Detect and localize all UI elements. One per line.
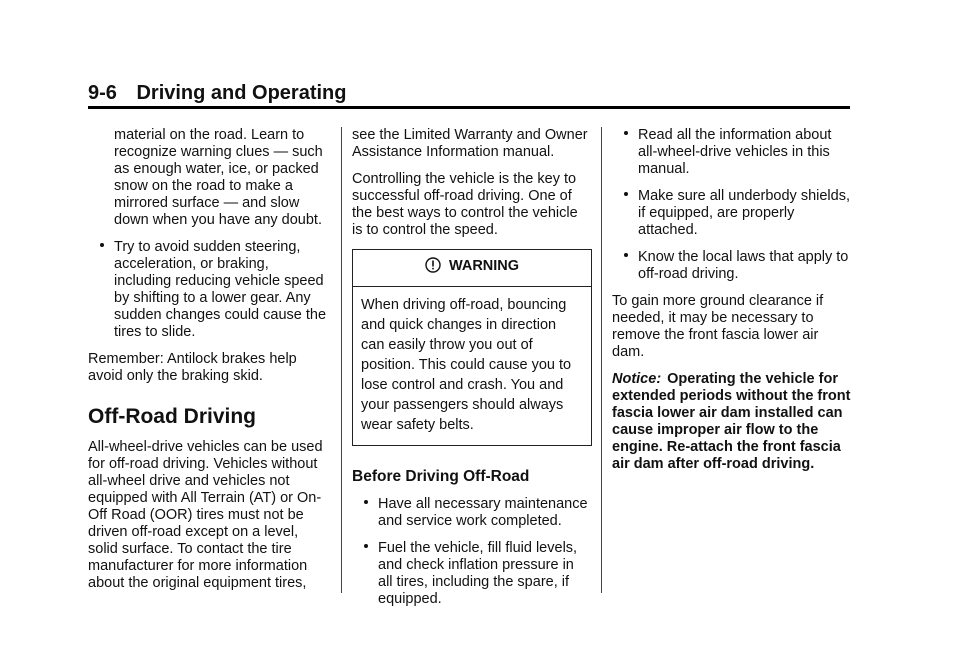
notice-label: Notice:: [612, 371, 662, 387]
warning-text: When driving off-road, bouncing and quick changes in direction can easily throw you out of position. This could cause you to lose control and crash. You and your passengers should always wear safety belts.: [361, 297, 572, 433]
warning-label: WARNING: [448, 258, 520, 274]
column-left: [88, 127, 328, 602]
list-item-text: Make sure all underbody shields, if equipped, are properly attached.: [638, 188, 850, 238]
bullet-icon: [624, 253, 628, 257]
paragraph: To gain more ground clearance if needed, it may be necessary to remove the front fascia lower air dam.: [612, 293, 824, 360]
paragraph: see the Limited Warranty and Owner Assistance Information manual.: [352, 127, 588, 160]
list-item: [88, 239, 328, 341]
list-item: [612, 188, 852, 239]
list-item-text: Try to avoid sudden steering, acceleration, or braking, including reducing vehicle speed by shifting to a lower gear. Any sudden changes could cause the tires to slide.: [114, 239, 327, 340]
column-divider: [601, 127, 602, 593]
list-item-text: Read all the information about all-wheel-drive vehicles in this manual.: [638, 127, 832, 177]
section-paragraph: All-wheel-drive vehicles can be used for off-road driving. Vehicles without all-wheel drive and vehicles not equipped with All Terrain (AT) or On-Off Road (OOR) tires must not be driven off-road except on a level, solid surface. To contact the tire manufacturer for more information about the original equipment tires,: [88, 439, 323, 591]
bullet-icon: [100, 243, 104, 247]
list-item-text: Have all necessary maintenance and service work completed.: [378, 496, 588, 529]
list-item: [352, 496, 592, 530]
notice-paragraph: [612, 371, 852, 473]
warning-box: [352, 249, 592, 446]
bullet-icon: [364, 544, 368, 548]
column-middle: [352, 127, 592, 618]
list-item: [612, 127, 852, 178]
continuation-paragraph: material on the road. Learn to recognize warning clues — such as enough water, ice, or packed snow on the road to make a mirrored surface — and slow down when you have any doubt.: [114, 127, 323, 228]
page-header: [88, 80, 850, 109]
column-right: [612, 127, 852, 483]
list-item-text: Know the local laws that apply to off-road driving.: [638, 249, 849, 282]
bullet-icon: [624, 131, 628, 135]
page-number: 9-6: [88, 82, 117, 104]
remember-paragraph: Remember: Antilock brakes help avoid only the braking skid.: [88, 351, 297, 384]
section-heading: Off-Road Driving: [88, 405, 256, 428]
paragraph: Controlling the vehicle is the key to successful off-road driving. One of the best ways to control the vehicle is to control the speed.: [352, 171, 578, 238]
bullet-icon: [364, 500, 368, 504]
list-item: [612, 249, 852, 283]
bullet-icon: [624, 192, 628, 196]
notice-text: Operating the vehicle for extended periods without the front fascia lower air dam installed can cause improper air flow to the engine. Re-attach the front fascia air dam after off-road driving.: [612, 371, 851, 472]
list-item-text: Fuel the vehicle, fill fluid levels, and check inflation pressure in all tires, including the spare, if equipped.: [378, 540, 578, 607]
warning-header: [353, 250, 591, 287]
column-divider: [341, 127, 342, 593]
warning-icon: [425, 257, 441, 278]
section-title: Driving and Operating: [136, 82, 347, 104]
sub-heading: Before Driving Off-Road: [352, 468, 530, 485]
list-item: [352, 540, 592, 608]
